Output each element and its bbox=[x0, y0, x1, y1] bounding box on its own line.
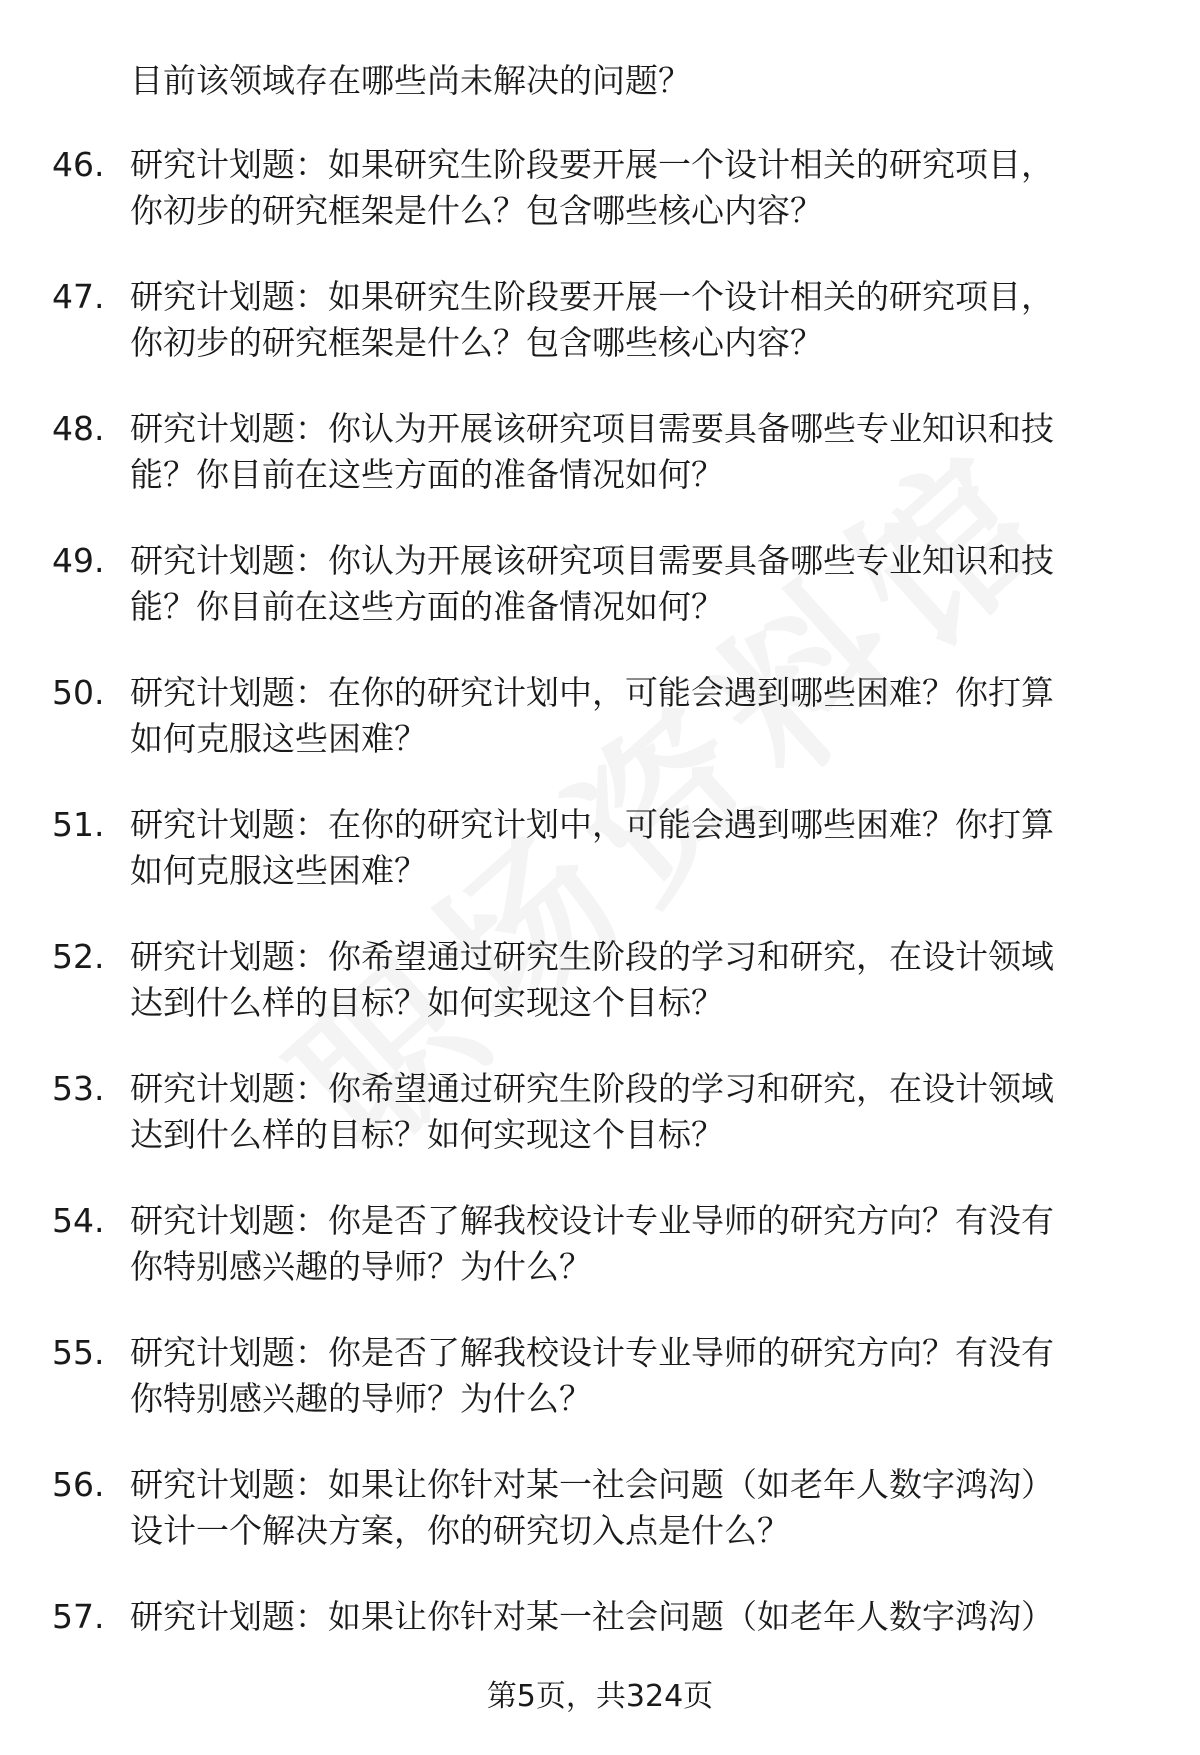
question-item bbox=[0, 1066, 1200, 1198]
question-text-line: 研究计划题：在你的研究计划中，可能会遇到哪些困难？你打算 bbox=[130, 805, 1054, 844]
question-number: 50. bbox=[52, 673, 105, 712]
question-text-line: 研究计划题：如果研究生阶段要开展一个设计相关的研究项目， bbox=[130, 145, 1054, 184]
question-text-line: 达到什么样的目标？如何实现这个目标？ bbox=[130, 983, 724, 1022]
question-text-line: 能？你目前在这些方面的准备情况如何？ bbox=[130, 455, 724, 494]
question-number: 54. bbox=[52, 1201, 105, 1240]
question-item bbox=[0, 274, 1200, 406]
question-number: 56. bbox=[52, 1465, 105, 1504]
question-text-line: 研究计划题：你希望通过研究生阶段的学习和研究，在设计领域 bbox=[130, 937, 1054, 976]
question-item bbox=[0, 934, 1200, 1066]
question-text-line: 如何克服这些困难？ bbox=[130, 719, 427, 758]
question-item bbox=[0, 1330, 1200, 1462]
question-text-line: 研究计划题：你是否了解我校设计专业导师的研究方向？有没有 bbox=[130, 1333, 1054, 1372]
question-text-line: 你特别感兴趣的导师？为什么？ bbox=[130, 1247, 592, 1286]
continued-question-line: 目前该领域存在哪些尚未解决的问题？ bbox=[130, 61, 691, 100]
question-number: 49. bbox=[52, 541, 105, 580]
question-number: 52. bbox=[52, 937, 105, 976]
question-item bbox=[0, 142, 1200, 274]
question-text-line: 研究计划题：你认为开展该研究项目需要具备哪些专业知识和技 bbox=[130, 409, 1054, 448]
question-item bbox=[0, 1462, 1200, 1594]
question-text-line: 你特别感兴趣的导师？为什么？ bbox=[130, 1379, 592, 1418]
question-text-line: 你初步的研究框架是什么？包含哪些核心内容？ bbox=[130, 191, 823, 230]
question-number: 57. bbox=[52, 1597, 105, 1636]
question-text-line: 如何克服这些困难？ bbox=[130, 851, 427, 890]
question-item bbox=[0, 406, 1200, 538]
question-number: 47. bbox=[52, 277, 105, 316]
question-text-line: 研究计划题：你认为开展该研究项目需要具备哪些专业知识和技 bbox=[130, 541, 1054, 580]
question-text-line: 研究计划题：如果让你针对某一社会问题（如老年人数字鸿沟） bbox=[130, 1597, 1054, 1636]
question-number: 48. bbox=[52, 409, 105, 448]
question-text-line: 设计一个解决方案，你的研究切入点是什么？ bbox=[130, 1511, 790, 1550]
question-text-line: 达到什么样的目标？如何实现这个目标？ bbox=[130, 1115, 724, 1154]
question-text-line: 你初步的研究框架是什么？包含哪些核心内容？ bbox=[130, 323, 823, 362]
question-text-line: 研究计划题：如果让你针对某一社会问题（如老年人数字鸿沟） bbox=[130, 1465, 1054, 1504]
question-item bbox=[0, 802, 1200, 934]
page-number-footer: 第5页，共324页 bbox=[486, 1679, 714, 1714]
question-item bbox=[0, 538, 1200, 670]
question-text-line: 研究计划题：你希望通过研究生阶段的学习和研究，在设计领域 bbox=[130, 1069, 1054, 1108]
question-item bbox=[0, 670, 1200, 802]
question-number: 46. bbox=[52, 145, 105, 184]
question-text-line: 研究计划题：在你的研究计划中，可能会遇到哪些困难？你打算 bbox=[130, 673, 1054, 712]
question-number: 55. bbox=[52, 1333, 105, 1372]
question-item bbox=[0, 1198, 1200, 1330]
question-number: 53. bbox=[52, 1069, 105, 1108]
question-text-line: 研究计划题：如果研究生阶段要开展一个设计相关的研究项目， bbox=[130, 277, 1054, 316]
question-text-line: 研究计划题：你是否了解我校设计专业导师的研究方向？有没有 bbox=[130, 1201, 1054, 1240]
question-number: 51. bbox=[52, 805, 105, 844]
question-text-line: 能？你目前在这些方面的准备情况如何？ bbox=[130, 587, 724, 626]
question-list bbox=[0, 142, 1200, 1726]
